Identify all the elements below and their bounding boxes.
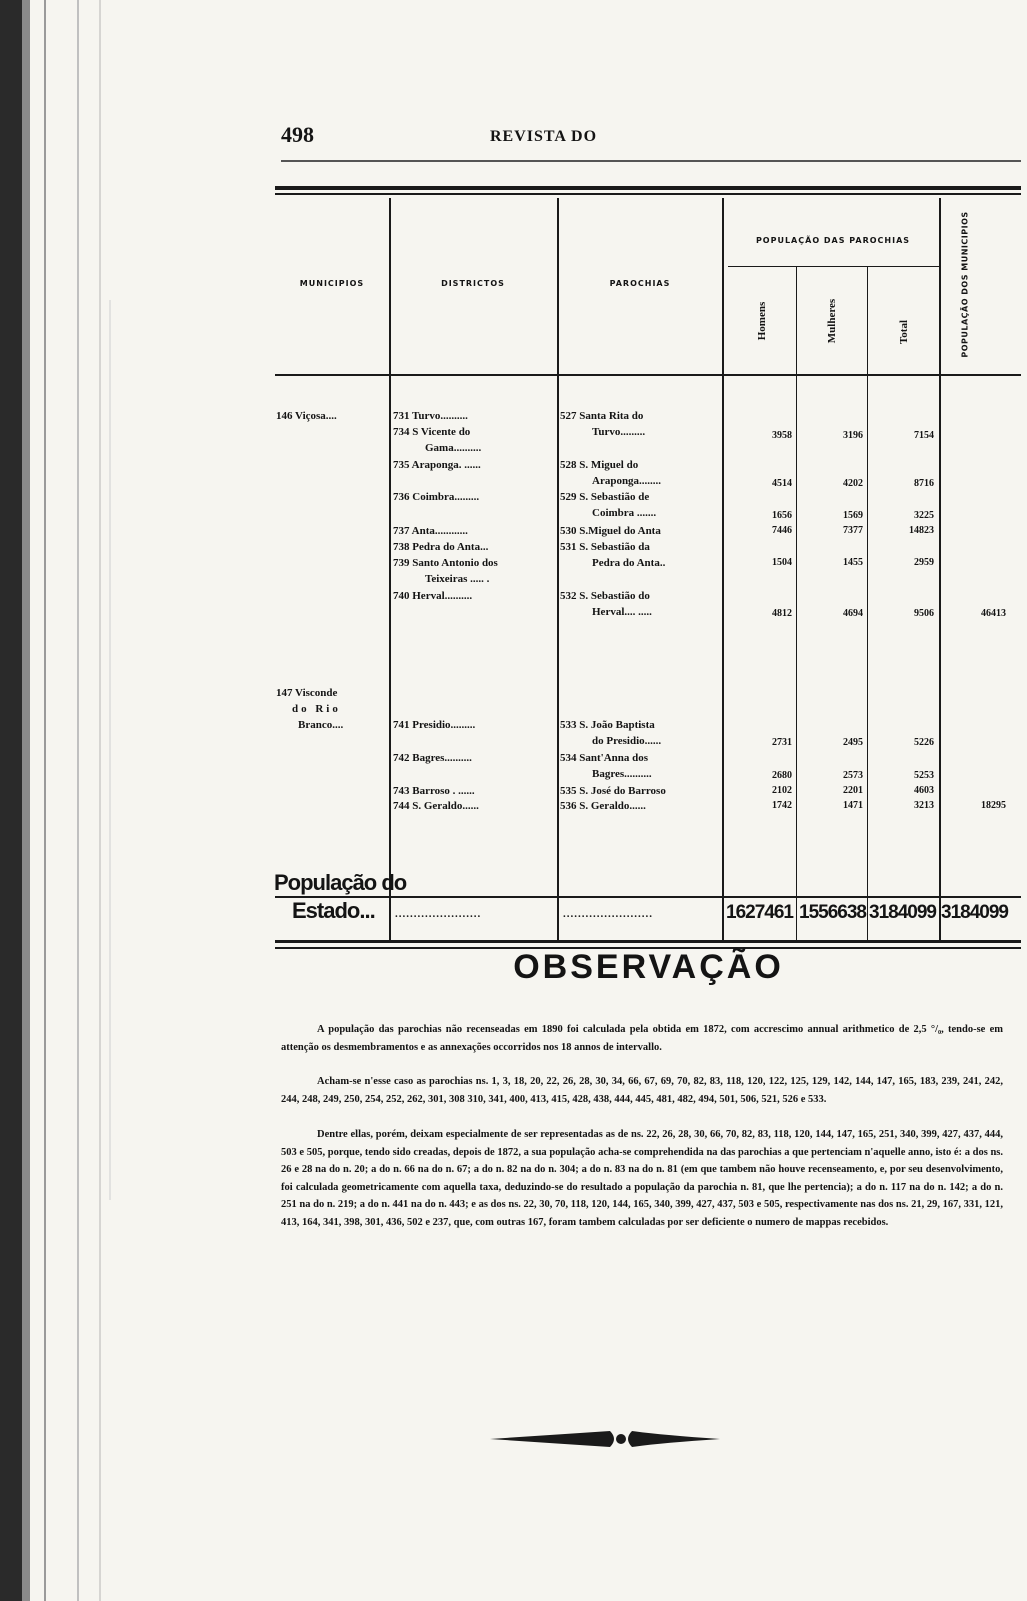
cell-mulheres: 7377	[843, 525, 863, 536]
observacao-paragraph-3: Dentre ellas, porém, deixam especialmente de ser representadas as de ns. 22, 26, 28, 30, 66, 70, 82, 83, 118, 120, 144, 147, 165, 251, 340, 399, 427, 437, 444, 503 e 505, porque, tendo sido creadas, depois de 1872, a sua população acha-se comprehendida na das parochias a que pertenciam n'aquelle anno, isto é: a dos ns. 26 e 28 na do n. 20; a do n. 66 na do n. 67; a do n. 82 na do n. 304; a do n. 83 na do n. 81 (em que tambem não houve recenseamento, e, por seu desenvolvimento, foi calculada geometricamente com aquella taxa, deduzindo-se do resultado a população da parochia n. 81, que lhe pertencia); a do n. 117 na do n. 142; a do n. 251 na do n. 219; a do n. 441 na do n. 443; e as dos ns. 22, 30, 70, 118, 120, 144, 165, 340, 399, 427, 437, 503 e 505, respectivamente nas dos ns. 21, 29, 167, 331, 121, 413, 164, 341, 398, 301, 436, 502 e 237, que, com outras 167, foram tambem calculadas por ser deficiente o numero de mappas recebidos.	[281, 1129, 1003, 1228]
running-head: REVISTA DO	[489, 128, 598, 145]
cell-total: 5253	[914, 770, 934, 781]
parish-line: Coimbra .......	[592, 507, 657, 519]
observacao-paragraph-2: Acham-se n'esse caso as parochias ns. 1, 3, 18, 20, 22, 26, 28, 30, 34, 66, 67, 69, 70, 82, 83, 118, 120, 122, 125, 129, 142, 144, 147, 165, 183, 239, 241, 242, 244, 248, 249, 250, 254, 252, 262, 301, 308 310, 341, 400, 413, 415, 428, 438, 444, 445, 481, 482, 494, 501, 506, 521, 526 e 533.	[281, 1076, 1003, 1105]
state-mulheres: 1556638	[799, 902, 866, 923]
header-districtos: DISTRICTOS	[441, 279, 505, 288]
district-line: Gama..........	[425, 442, 482, 454]
cell-total: 3225	[914, 510, 934, 521]
parish-line: Pedra do Anta..	[592, 557, 666, 569]
cell-homens: 4812	[772, 608, 792, 619]
cell-total: 9506	[914, 608, 934, 619]
parish-line: 527 Santa Rita do	[560, 410, 644, 422]
district-line: 744 S. Geraldo......	[393, 800, 479, 812]
cell-homens: 4514	[772, 478, 792, 489]
district-line: 731 Turvo..........	[393, 410, 468, 422]
parish-line: 528 S. Miguel do	[560, 459, 639, 471]
parish-line: Turvo.........	[592, 426, 646, 438]
parish-line: 532 S. Sebastião do	[560, 590, 650, 602]
cell-total: 7154	[914, 430, 934, 441]
district-line: 736 Coimbra.........	[393, 491, 480, 503]
parish-line: 529 S. Sebastião de	[560, 491, 650, 503]
cell-municipal-total: 46413	[981, 608, 1006, 619]
parish-line: 534 Sant'Anna dos	[560, 752, 649, 764]
cell-total: 2959	[914, 557, 934, 568]
cell-mulheres: 2201	[843, 785, 863, 796]
cell-mulheres: 2495	[843, 737, 863, 748]
state-homens: 1627461	[726, 902, 793, 923]
observacao-paragraph-1: A população das parochias não recenseadas em 1890 foi calculada pela obtida em 1872, com accrescimo annual arithmetico de 2,5 °/₀, tendo-se em attenção os desmembramentos e as annexações occorridos nos 18 annos de intervallo.	[281, 1024, 1003, 1053]
cell-total: 8716	[914, 478, 934, 489]
cell-mulheres: 2573	[843, 770, 863, 781]
cell-homens: 2102	[772, 785, 792, 796]
header-mulheres: Mulheres	[826, 298, 838, 344]
parish-line: Bagres..........	[592, 768, 652, 780]
cell-mulheres: 3196	[843, 430, 863, 441]
parish-line: Araponga........	[592, 475, 662, 487]
cell-mulheres: 1471	[843, 800, 863, 811]
district-line: 743 Barroso . ......	[393, 785, 475, 797]
cell-total: 14823	[909, 525, 934, 536]
observacao-title: OBSERVAÇÃO	[513, 948, 784, 986]
header-rule	[281, 160, 1021, 162]
district-line: 738 Pedra do Anta...	[393, 541, 489, 553]
district-line: 739 Santo Antonio dos	[393, 557, 498, 569]
state-label-line: População do	[274, 870, 407, 895]
parish-line: 530 S.Miguel do Anta	[560, 525, 661, 537]
page-number: 498	[281, 122, 314, 147]
cell-homens: 2731	[772, 737, 792, 748]
district-line: 735 Araponga. ......	[393, 459, 481, 471]
header-homens: Homens	[756, 301, 768, 341]
cell-total: 5226	[914, 737, 934, 748]
municipio-name-line: do Rio	[292, 703, 341, 715]
cell-total: 4603	[914, 785, 934, 796]
parish-line: do Presidio......	[592, 735, 662, 747]
cell-homens: 1504	[772, 557, 792, 568]
district-line: 740 Herval..........	[393, 590, 473, 602]
parish-line: 531 S. Sebastião da	[560, 541, 650, 553]
page-spine-shadow	[0, 0, 118, 1601]
header-populacao-parochias: POPULAÇÃO DAS PAROCHIAS	[755, 236, 911, 245]
cell-homens: 7446	[772, 525, 792, 536]
dots-parishes: ........................	[563, 908, 653, 920]
cell-mulheres: 4202	[843, 478, 863, 489]
state-municipios-total: 3184099	[941, 902, 1008, 923]
parish-line: Herval.... .....	[592, 606, 652, 618]
municipio-name-line: 147 Visconde	[276, 687, 338, 699]
header-parochias: PAROCHIAS	[609, 279, 671, 288]
parish-line: 533 S. João Baptista	[560, 719, 655, 731]
municipio-146-name: 146 Viçosa....	[276, 410, 337, 422]
cell-municipal-total: 18295	[981, 800, 1006, 811]
header-total: Total	[898, 319, 910, 345]
cell-mulheres: 1455	[843, 557, 863, 568]
header-populacao-municipios: POPULAÇÃO DOS MUNICIPIOS	[960, 211, 970, 358]
cell-homens: 2680	[772, 770, 792, 781]
state-label-line: Estado...	[292, 898, 375, 923]
parish-line: 535 S. José do Barroso	[560, 785, 666, 797]
municipio-name-line: Branco....	[298, 719, 344, 731]
state-total: 3184099	[869, 902, 936, 923]
cell-mulheres: 1569	[843, 510, 863, 521]
dots-districts: .......................	[395, 908, 482, 920]
ornament-divider	[490, 1426, 720, 1452]
district-line: Teixeiras ..... .	[425, 573, 490, 585]
district-line: 737 Anta............	[393, 525, 468, 537]
cell-homens: 1656	[772, 510, 792, 521]
district-line: 742 Bagres..........	[393, 752, 472, 764]
district-line: 741 Presidio.........	[393, 719, 476, 731]
header-municipios: MUNICIPIOS	[299, 279, 365, 288]
cell-mulheres: 4694	[843, 608, 863, 619]
district-line: 734 S Vicente do	[393, 426, 471, 438]
cell-homens: 3958	[772, 430, 792, 441]
parish-line: 536 S. Geraldo......	[560, 800, 646, 812]
cell-homens: 1742	[772, 800, 792, 811]
cell-total: 3213	[914, 800, 934, 811]
